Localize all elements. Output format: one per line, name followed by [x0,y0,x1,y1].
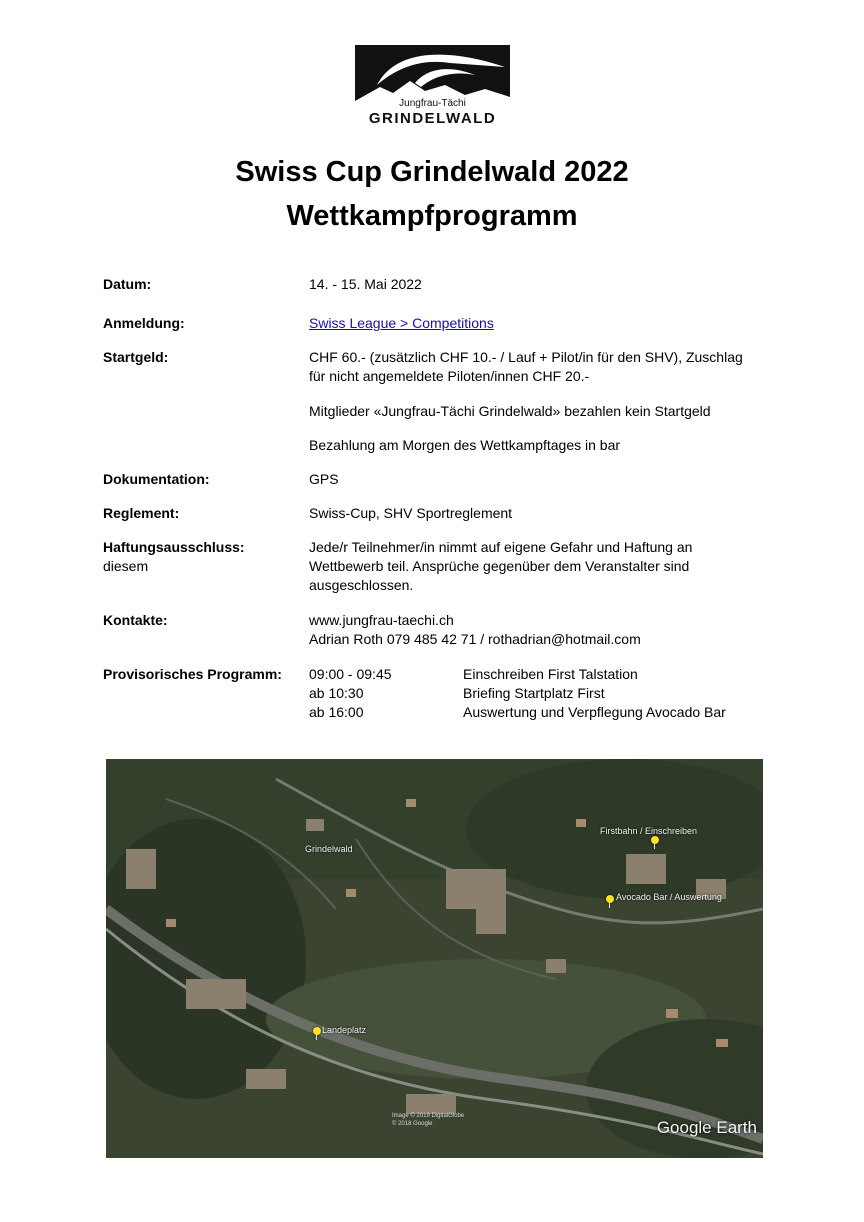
haftung-value: Jede/r Teilnehmer/in nimmt auf eigene Gefahr und Haftung an Wettbewerb teil. Ansprüche gegenüber dem Veranstalter sind ausgeschlossen. [309,539,693,593]
document-title: Swiss Cup Grindelwald 2022 [235,156,629,188]
map-credit-line: Image © 2019 DigitalGlobe [392,1113,465,1119]
map-label-avocado: Avocado Bar / Auswertung [616,892,722,902]
kontakte-website: www.jungfrau-taechi.ch [309,612,454,628]
startgeld-text: CHF 60.- (zusätzlich CHF 10.- / Lauf + Pilot/in für den SHV), Zuschlag für nicht angemeldete Piloten/innen CHF 20.- [309,349,743,384]
anmeldung-link[interactable]: Swiss League > Competitions [309,315,494,331]
datum-value: 14. - 15. Mai 2022 [309,276,422,292]
haftung-label-continuation: diesem [103,558,149,574]
logo-title: GRINDELWALD [368,110,497,127]
programm-time: 09:00 - 09:45 [309,666,392,682]
anmeldung-value [309,314,769,333]
programm-time: ab 16:00 [309,704,364,720]
pushpin-icon [606,895,614,903]
document-subtitle: Wettkampfprogramm [286,200,578,232]
startgeld-label: Startgeld: [103,349,169,365]
map-credit-line: © 2018 Google [392,1121,433,1127]
map-label-grindelwald: Grindelwald [305,844,353,854]
startgeld-mitglieder: Mitglieder «Jungfrau-Tächi Grindelwald» bezahlen kein Startgeld [309,403,711,419]
datum-label: Datum: [103,276,152,292]
anmeldung-label: Anmeldung: [103,315,185,331]
dokumentation-value: GPS [309,471,339,487]
reglement-label: Reglement: [103,505,180,521]
programm-desc: Briefing Startplatz First [463,685,605,701]
map-terrain [106,759,763,1158]
google-earth-logo: Google Earth [656,1118,757,1137]
satellite-map [106,759,763,1158]
haftung-label: Haftungsausschluss: [103,539,245,555]
programm-desc: Einschreiben First Talstation [463,666,638,682]
programm-desc: Auswertung und Verpflegung Avocado Bar [463,704,726,720]
map-credit [392,1112,464,1128]
programm-label: Provisorisches Programm: [103,666,282,682]
map-label-landeplatz: Landeplatz [322,1025,367,1035]
club-logo [355,45,510,130]
programm-time: ab 10:30 [309,685,364,701]
map-label-firstbahn: Firstbahn / Einschreiben [600,826,698,836]
kontakte-person: Adrian Roth 079 485 42 71 / rothadrian@hotmail.com [309,631,641,647]
dokumentation-label: Dokumentation: [103,471,210,487]
kontakte-label: Kontakte: [103,612,168,628]
startgeld-bezahlung: Bezahlung am Morgen des Wettkampftages in bar [309,437,621,453]
reglement-value: Swiss-Cup, SHV Sportreglement [309,505,513,521]
pushpin-icon [313,1027,321,1035]
logo-graphic [355,45,510,101]
pushpin-icon [651,836,659,844]
logo-subtitle: Jungfrau-Tächi [399,98,466,109]
